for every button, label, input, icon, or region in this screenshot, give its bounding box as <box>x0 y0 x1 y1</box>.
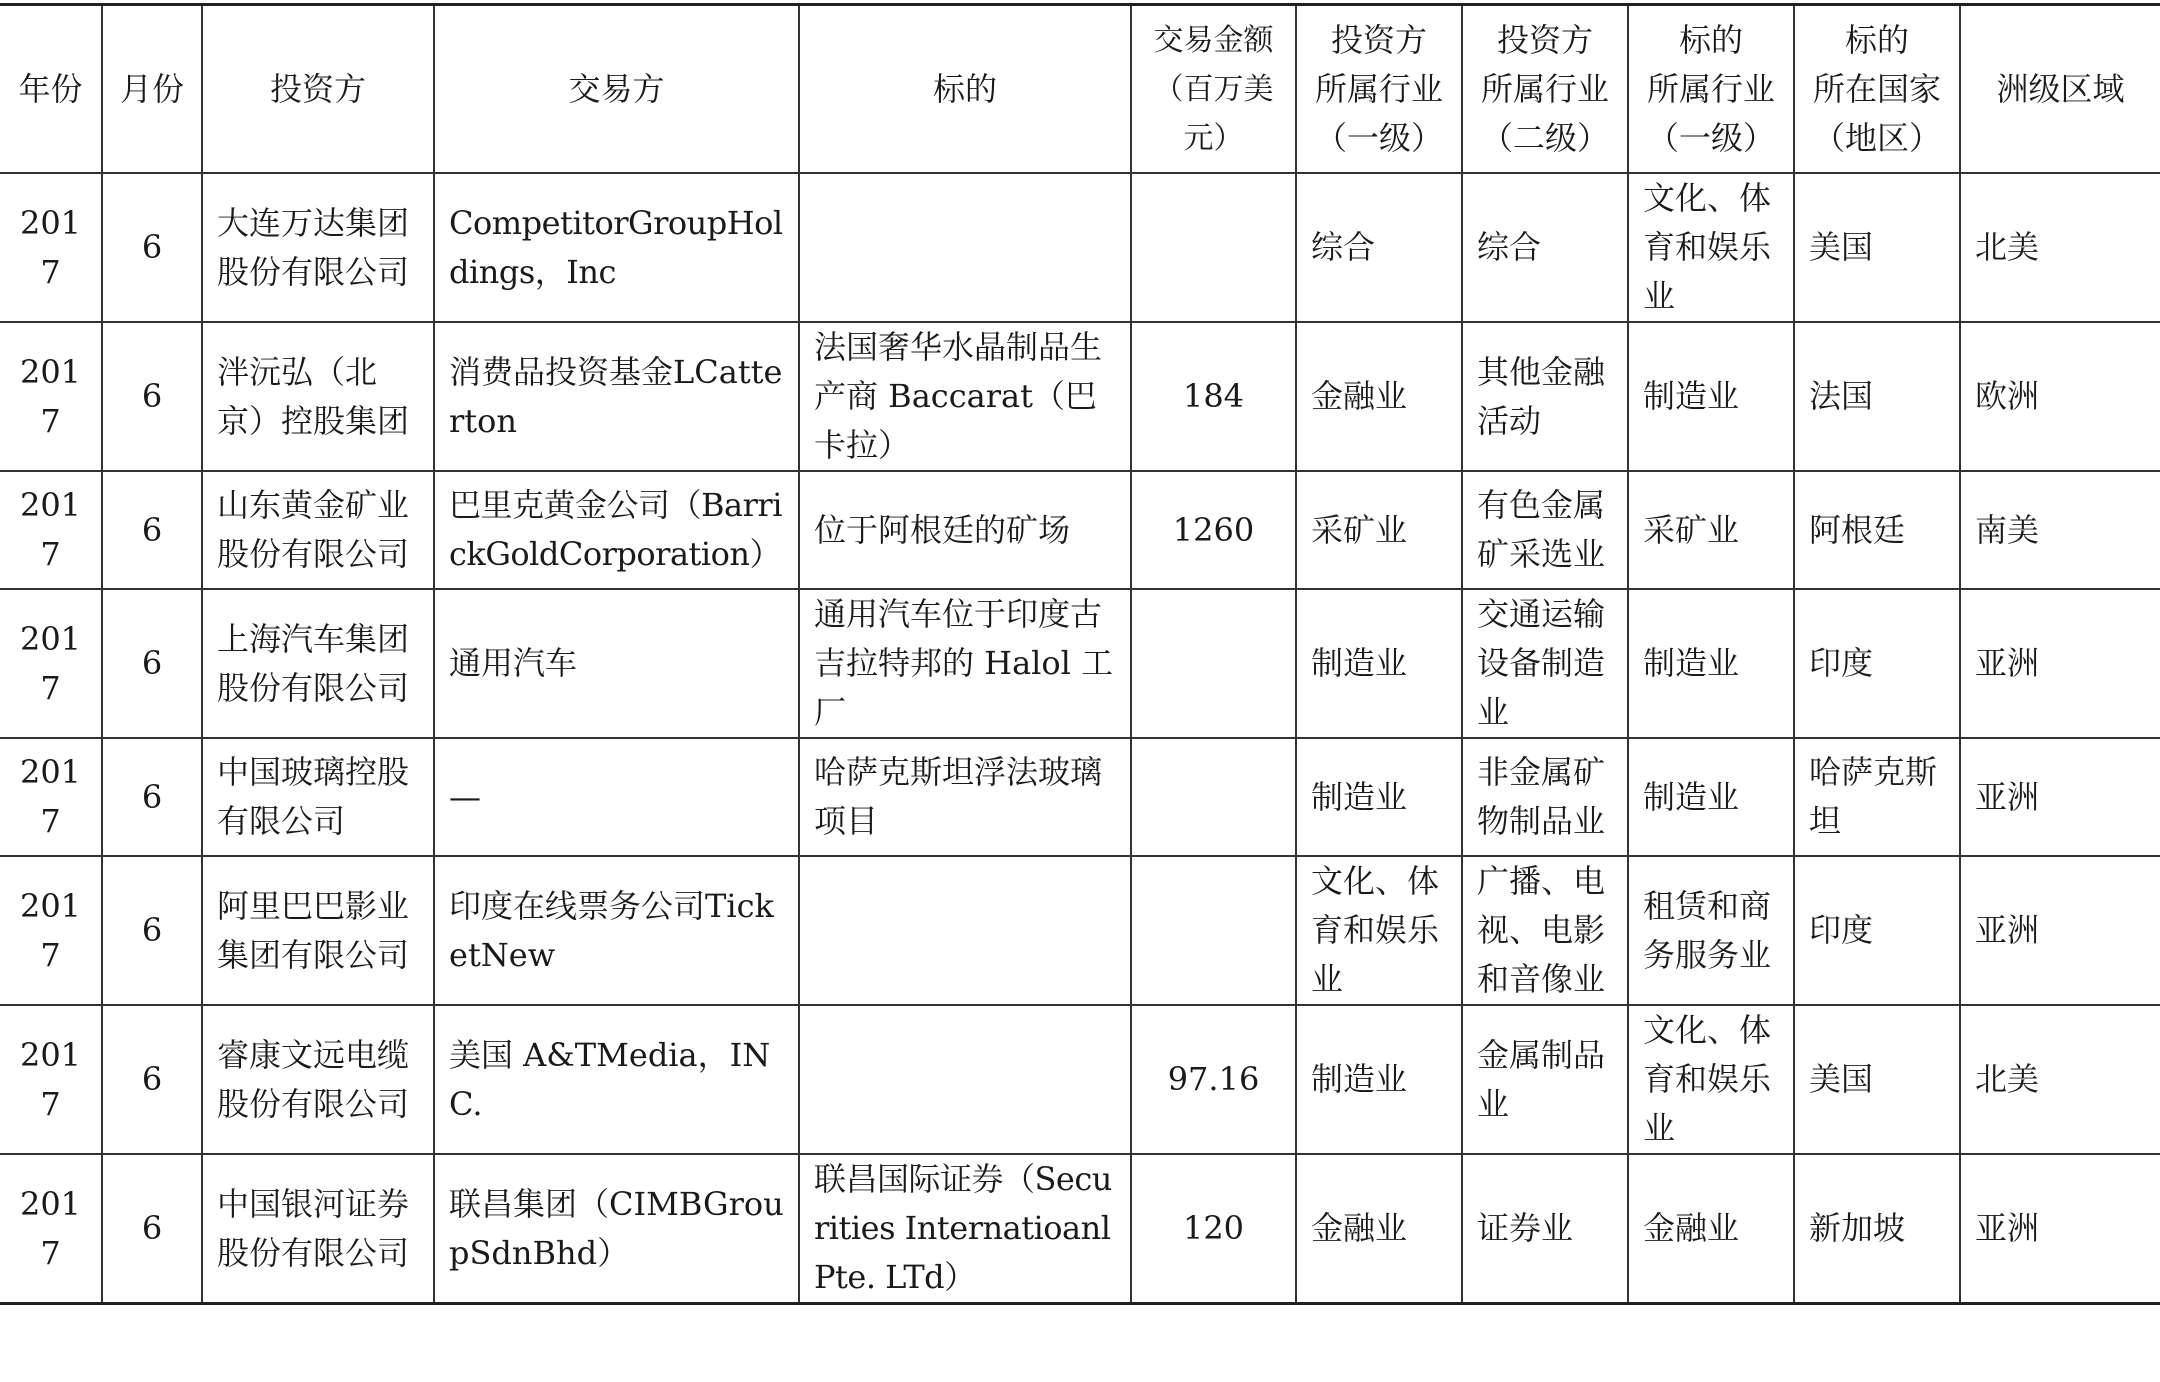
cell-target <box>799 173 1131 322</box>
header-investor-industry-2: 投资方 所属行业 （二级） <box>1462 5 1628 174</box>
cell-target-country: 美国 <box>1794 173 1960 322</box>
cell-counterparty: 巴里克黄金公司（BarrickGoldCorporation） <box>434 471 799 589</box>
cell-target-industry-1: 制造业 <box>1628 738 1794 856</box>
cell-amount <box>1131 856 1296 1005</box>
cell-amount: 97.16 <box>1131 1005 1296 1154</box>
cell-target-industry-1: 制造业 <box>1628 589 1794 738</box>
cell-target-country: 印度 <box>1794 856 1960 1005</box>
cell-investor-industry-2: 其他金融活动 <box>1462 322 1628 471</box>
cell-target-industry-1: 采矿业 <box>1628 471 1794 589</box>
cell-amount: 1260 <box>1131 471 1296 589</box>
table-row <box>0 856 2160 1005</box>
investment-deals-table <box>0 3 2160 1305</box>
cell-year: 2017 <box>0 322 102 471</box>
header-amount: 交易金额 （百万美元） <box>1131 5 1296 174</box>
cell-amount <box>1131 589 1296 738</box>
cell-amount <box>1131 738 1296 856</box>
cell-investor-industry-1: 金融业 <box>1296 322 1462 471</box>
cell-target: 哈萨克斯坦浮法玻璃项目 <box>799 738 1131 856</box>
cell-investor: 上海汽车集团股份有限公司 <box>202 589 434 738</box>
table-row <box>0 1154 2160 1304</box>
header-target-country: 标的 所在国家 （地区） <box>1794 5 1960 174</box>
cell-target-industry-1: 租赁和商务服务业 <box>1628 856 1794 1005</box>
cell-region: 欧洲 <box>1960 322 2160 471</box>
cell-target-country: 印度 <box>1794 589 1960 738</box>
cell-target-industry-1: 文化、体育和娱乐业 <box>1628 173 1794 322</box>
cell-counterparty: 通用汽车 <box>434 589 799 738</box>
cell-investor-industry-1: 文化、体育和娱乐业 <box>1296 856 1462 1005</box>
cell-investor-industry-2: 金属制品业 <box>1462 1005 1628 1154</box>
cell-investor-industry-2: 交通运输设备制造业 <box>1462 589 1628 738</box>
cell-year: 2017 <box>0 1154 102 1304</box>
cell-target-country: 哈萨克斯坦 <box>1794 738 1960 856</box>
cell-region: 亚洲 <box>1960 856 2160 1005</box>
cell-counterparty: — <box>434 738 799 856</box>
cell-year: 2017 <box>0 173 102 322</box>
table-row <box>0 1005 2160 1154</box>
cell-month: 6 <box>102 856 202 1005</box>
cell-target: 通用汽车位于印度古吉拉特邦的 Halol 工厂 <box>799 589 1131 738</box>
cell-target: 位于阿根廷的矿场 <box>799 471 1131 589</box>
cell-year: 2017 <box>0 589 102 738</box>
cell-target-country: 美国 <box>1794 1005 1960 1154</box>
cell-target: 联昌国际证券（Securities Internatioanl Pte. LTd） <box>799 1154 1131 1304</box>
cell-investor: 睿康文远电缆股份有限公司 <box>202 1005 434 1154</box>
cell-month: 6 <box>102 738 202 856</box>
cell-region: 亚洲 <box>1960 1154 2160 1304</box>
cell-investor-industry-2: 非金属矿物制品业 <box>1462 738 1628 856</box>
cell-year: 2017 <box>0 738 102 856</box>
cell-year: 2017 <box>0 1005 102 1154</box>
cell-region: 北美 <box>1960 173 2160 322</box>
cell-investor: 阿里巴巴影业集团有限公司 <box>202 856 434 1005</box>
cell-investor-industry-1: 采矿业 <box>1296 471 1462 589</box>
table-header <box>0 5 2160 174</box>
cell-target-country: 新加坡 <box>1794 1154 1960 1304</box>
cell-investor: 泮沅弘（北京）控股集团 <box>202 322 434 471</box>
table-row <box>0 589 2160 738</box>
cell-counterparty: 联昌集团（CIMBGroupSdnBhd） <box>434 1154 799 1304</box>
cell-month: 6 <box>102 173 202 322</box>
cell-month: 6 <box>102 589 202 738</box>
cell-region: 亚洲 <box>1960 589 2160 738</box>
cell-target: 法国奢华水晶制品生产商 Baccarat（巴卡拉） <box>799 322 1131 471</box>
cell-counterparty: CompetitorGroupHoldings，Inc <box>434 173 799 322</box>
cell-investor-industry-1: 制造业 <box>1296 589 1462 738</box>
cell-region: 北美 <box>1960 1005 2160 1154</box>
cell-month: 6 <box>102 1005 202 1154</box>
cell-investor-industry-2: 广播、电视、电影和音像业 <box>1462 856 1628 1005</box>
cell-target-industry-1: 金融业 <box>1628 1154 1794 1304</box>
cell-amount: 120 <box>1131 1154 1296 1304</box>
cell-month: 6 <box>102 322 202 471</box>
header-row <box>0 5 2160 174</box>
header-counterparty: 交易方 <box>434 5 799 174</box>
header-investor: 投资方 <box>202 5 434 174</box>
cell-amount: 184 <box>1131 322 1296 471</box>
cell-target-industry-1: 制造业 <box>1628 322 1794 471</box>
cell-target <box>799 856 1131 1005</box>
header-target-industry-1: 标的 所属行业 （一级） <box>1628 5 1794 174</box>
cell-counterparty: 消费品投资基金LCatterton <box>434 322 799 471</box>
cell-region: 亚洲 <box>1960 738 2160 856</box>
cell-year: 2017 <box>0 471 102 589</box>
header-year: 年份 <box>0 5 102 174</box>
cell-target <box>799 1005 1131 1154</box>
cell-investor-industry-1: 制造业 <box>1296 1005 1462 1154</box>
cell-investor-industry-2: 综合 <box>1462 173 1628 322</box>
header-month: 月份 <box>102 5 202 174</box>
table-row <box>0 738 2160 856</box>
cell-investor-industry-1: 制造业 <box>1296 738 1462 856</box>
cell-investor-industry-2: 有色金属矿采选业 <box>1462 471 1628 589</box>
cell-investor: 大连万达集团股份有限公司 <box>202 173 434 322</box>
cell-investor-industry-2: 证券业 <box>1462 1154 1628 1304</box>
cell-region: 南美 <box>1960 471 2160 589</box>
cell-counterparty: 美国 A&TMedia，INC. <box>434 1005 799 1154</box>
header-target: 标的 <box>799 5 1131 174</box>
table-row <box>0 322 2160 471</box>
cell-investor-industry-1: 金融业 <box>1296 1154 1462 1304</box>
cell-month: 6 <box>102 471 202 589</box>
cell-investor: 中国玻璃控股有限公司 <box>202 738 434 856</box>
cell-investor-industry-1: 综合 <box>1296 173 1462 322</box>
cell-target-industry-1: 文化、体育和娱乐业 <box>1628 1005 1794 1154</box>
table-row <box>0 471 2160 589</box>
cell-month: 6 <box>102 1154 202 1304</box>
cell-target-country: 法国 <box>1794 322 1960 471</box>
table-row <box>0 173 2160 322</box>
cell-year: 2017 <box>0 856 102 1005</box>
cell-investor: 山东黄金矿业股份有限公司 <box>202 471 434 589</box>
header-investor-industry-1: 投资方 所属行业 （一级） <box>1296 5 1462 174</box>
header-region: 洲级区域 <box>1960 5 2160 174</box>
cell-investor: 中国银河证券股份有限公司 <box>202 1154 434 1304</box>
cell-counterparty: 印度在线票务公司TicketNew <box>434 856 799 1005</box>
table-body <box>0 173 2160 1304</box>
cell-target-country: 阿根廷 <box>1794 471 1960 589</box>
cell-amount <box>1131 173 1296 322</box>
